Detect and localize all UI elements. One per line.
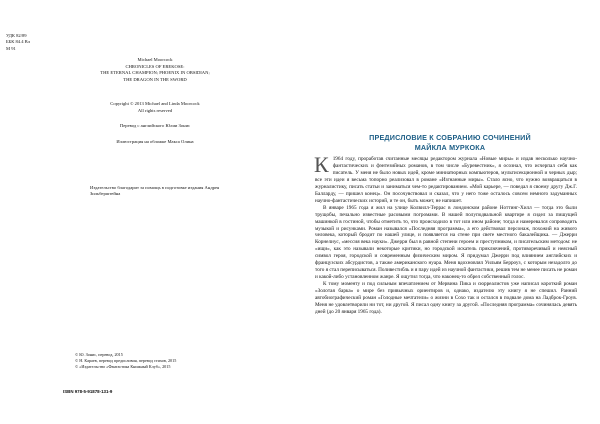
original-credits bbox=[80, 57, 230, 83]
original-title: CHRONICLES OF EREKOSE: bbox=[125, 63, 185, 69]
author-mark-line: М 91 bbox=[6, 45, 16, 51]
preface-body bbox=[314, 152, 577, 316]
author-name: Michael Moorcock bbox=[137, 57, 173, 62]
original-title: THE ETERNAL CHAMPION; PHOENIX IN OBSIDIAN; bbox=[100, 70, 210, 76]
isbn: ISBN 978-5-91878-131-9 bbox=[63, 389, 113, 394]
illustration-credit: Иллюстрация на обложке Макса Олина bbox=[116, 139, 194, 144]
drop-cap: К bbox=[314, 152, 329, 177]
paragraph-text: 1964 году, проработав считанные месяцы редактором журнала «Новые миры» и издав несколько научно-фантастических и фэнтезийных романов, в том числе «Буревестник», я осознал, что исчерпал себя как писатель. У меня не было новых идей, кроме миниатюрных компьютеров, мультисекционной и черных дыр; все эти идеи я весьма топорно реализовал в романе «Изгнанные миры». Стало ясно, что нужно возвращаться в журналистику, писать статьи и заниматься чем-то редактированием. «Мой карьере, — поведал я своему другу Дж.Г. Балларду, — пришел конец». Он посочувствовал и сказал, что у него тоже осталось совсем немного задуманных научно-фантастических историй, и те он, быть может, не напишет. bbox=[315, 156, 577, 204]
original-title: THE DRAGON IN THE SWORD bbox=[123, 76, 187, 82]
preface-page bbox=[300, 0, 600, 424]
thanks-note: Издательство благодарит за помощь в подготовке издания Андрея Зильберштейна bbox=[90, 185, 220, 197]
paragraph: К тому моменту и под сильным впечатлением от Мервина Пика и сюрреалистов уже написал короткий роман «Золотая барка» о мире без привычных ориентиров и, однако, издателю эту книгу я не спешил. Ранний автобиографический роман «Голодные мечтатели» о жизни в Сохо так и остался в подвале дома на Ладброк-Гроув. Меня не удовлетворили ни тот, ни другой. Я писал одну книгу за другой. «Последняя программа» сочинялась девять дней (до 20 января 1965 года). bbox=[315, 281, 577, 315]
translation-credit: Перевод с английского Юлии Зонис bbox=[119, 123, 191, 128]
bbk-line: ББК 84.4 Вл bbox=[6, 39, 31, 45]
copyright-line: © Н. Караев, перевод предисловия, перевод стихов, 2015 bbox=[75, 358, 177, 363]
translation-copyrights bbox=[75, 352, 205, 370]
udk-line: УДК 82/89 bbox=[6, 33, 27, 38]
copyright-line: Copyright © 2013 Michael and Linda Moorcock bbox=[110, 101, 200, 106]
copyright-line: © Ю. Зонис, перевод, 2015 bbox=[75, 352, 123, 357]
paragraph: В январе 1965 года я жил на улице Колвилл-Террас в лондонском районе Ноттинг-Хилл — тогда это были трущобы, печально известные расовыми погромами. В нашей полуподвальной квартире я сидел за пишущей машинкой в гостиной, чтобы отметить то, что происходило в тот или ином районе; тогда я намеревался сопроводить музыкой и рисунками. Роман назывался «Последняя программа», а его действовал персонаж, похожий на живого человека, который бродит по нашей улице, и появляется на стене при свете местного бакалейщика. — Джерри Корнелиус, «мессия века науки». Джерри был в равной степени героем и преступником, и писательским методом: не «ищи», как это называли некоторые критики, но городской искатель приключений, противоречивый и неясный символ героя, городской и современным физическим миром. Я придумал Джерри под влиянием английских и французских абсурдистов, а также американского нуара. Меня вдохновлял Уильям Берроуз, с которым незадолго до того я стал переписываться. Поливестибль и я пару идей из научной фантастики, решив тем не менее писать не роман и какой-либо установленном жанре. Я ощутил тогда, что наконец-то обрел собственный голос. bbox=[315, 204, 577, 281]
preface-heading bbox=[300, 133, 600, 153]
copyright-notice bbox=[80, 101, 230, 114]
copyright-line: All rights reserved bbox=[137, 107, 173, 113]
heading-line: МАЙКЛА МУРКОКА bbox=[414, 143, 486, 152]
udk-block bbox=[6, 33, 30, 52]
paragraph bbox=[314, 152, 577, 205]
copyright-line: © «Издательство «Фантастика Книжный Клуб», 2015 bbox=[75, 364, 171, 369]
heading-line: ПРЕДИСЛОВИЕ К СОБРАНИЮ СОЧИНЕНИЙ bbox=[369, 133, 531, 142]
